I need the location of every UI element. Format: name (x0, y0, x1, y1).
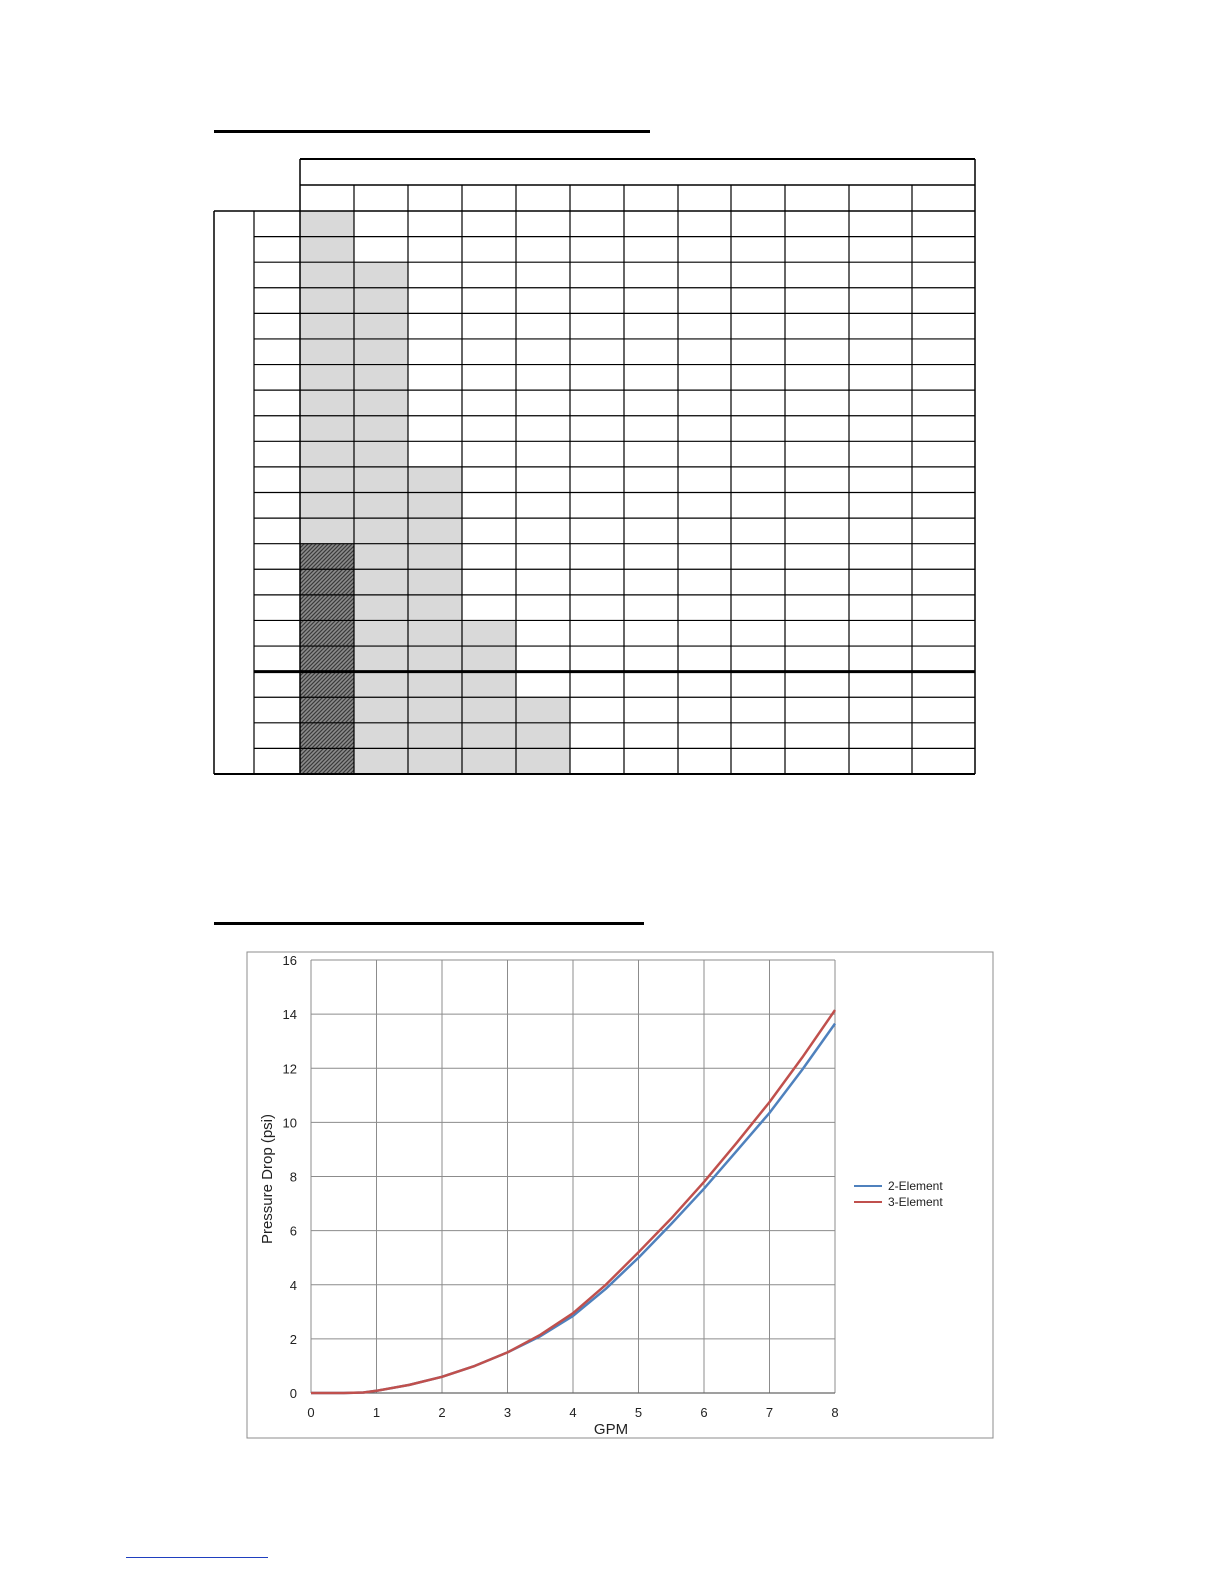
legend-label: 3-Element (888, 1195, 943, 1209)
legend-label: 2-Element (888, 1179, 943, 1193)
x-tick-label: 8 (831, 1405, 839, 1420)
x-tick-label: 7 (765, 1405, 774, 1420)
x-tick-label: 6 (700, 1405, 708, 1420)
y-tick-label: 6 (289, 1223, 297, 1239)
pressure-drop-chart (0, 940, 1224, 1460)
y-tick-label: 12 (282, 1061, 297, 1077)
chart-frame (247, 952, 993, 1438)
y-tick-label: 2 (289, 1331, 297, 1347)
y-tick-label: 16 (282, 953, 297, 968)
shaded-cells-dark (300, 544, 354, 774)
y-tick-label: 10 (282, 1115, 297, 1131)
x-axis-title: GPM (593, 1421, 629, 1438)
y-tick-label: 8 (289, 1169, 297, 1185)
shaded-cells-light (516, 697, 570, 774)
y-tick-label: 14 (282, 1007, 297, 1023)
x-tick-label: 2 (438, 1405, 446, 1420)
x-tick-label: 4 (569, 1405, 577, 1420)
y-tick-label: 4 (289, 1277, 297, 1293)
footer-link-underline[interactable] (126, 1557, 268, 1558)
shaded-cells-light (300, 211, 354, 544)
x-tick-label: 0 (307, 1405, 315, 1420)
x-tick-label: 1 (372, 1405, 381, 1420)
y-axis-title: Pressure Drop (psi) (259, 1113, 276, 1245)
chart-heading-rule (214, 922, 644, 925)
y-tick-label: 0 (289, 1386, 297, 1401)
x-tick-label: 5 (634, 1405, 643, 1420)
x-tick-label: 3 (503, 1405, 512, 1420)
